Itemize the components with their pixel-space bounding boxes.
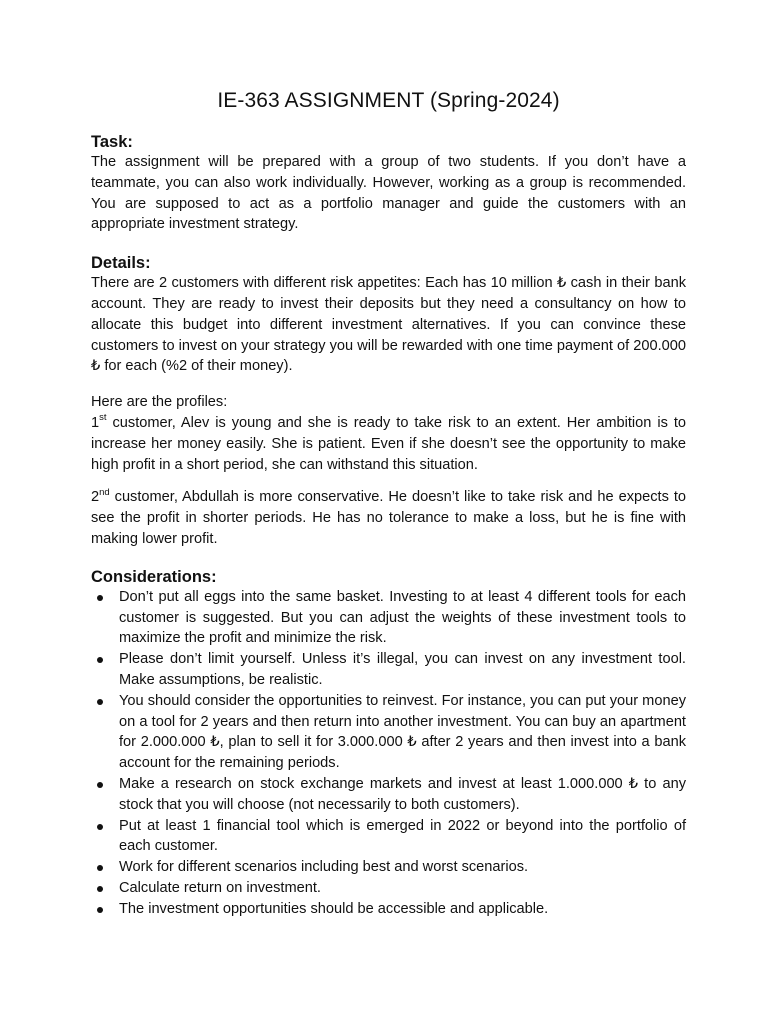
bullet-icon — [97, 595, 103, 601]
list-item — [91, 857, 686, 878]
list-item — [91, 899, 686, 920]
list-item — [91, 878, 686, 899]
considerations-list — [91, 587, 686, 920]
customer-1-text: customer, Alev is young and she is ready to take risk to an extent. Her ambition is to increase her money easily. She is patient. Even if she doesn’t see the opportunity to make high profit in a short period, she can withstand this situation. — [91, 414, 686, 473]
bullet-icon — [97, 824, 103, 830]
list-item — [91, 774, 686, 816]
list-item-text: Please don’t limit yourself. Unless it’s illegal, you can invest on any investment tool. Make assumptions, be realistic. — [119, 651, 686, 688]
details-section — [91, 253, 686, 550]
list-item-text: Put at least 1 financial tool which is emerged in 2022 or beyond into the portfolio of each customer. — [119, 817, 686, 855]
task-section — [91, 132, 686, 235]
task-paragraph: The assignment will be prepared with a group of two students. If you don’t have a teammate, you can also work individually. However, working as a group is recommended. You are supposed to act as a portfolio manager and guide the customers with an appropriate investment strategy. — [91, 154, 686, 233]
list-item-text: You should consider the opportunities to reinvest. For instance, you can put your money on a tool for 2 years and then return into another investment. You can buy an apartment for 2.000.000 ₺, plan to sell it for 3.000.000 ₺ after 2 years and then invest into a bank account for the remaining periods. — [119, 692, 686, 772]
bullet-icon — [97, 782, 103, 788]
list-item-text: The investment opportunities should be accessible and applicable. — [119, 900, 549, 917]
bullet-icon — [97, 699, 103, 705]
list-item — [91, 691, 686, 774]
list-item — [91, 649, 686, 691]
customer-2-profile — [91, 487, 686, 549]
document-title: IE-363 ASSIGNMENT (Spring-2024) — [217, 89, 560, 112]
bullet-icon — [97, 886, 103, 892]
list-item-text: Don’t put all eggs into the same basket. Investing to at least 4 different tools for each customer is suggested. But you can adjust the weights of these investment tools to maximize the profit and minimize the risk. — [119, 588, 686, 647]
profiles-intro: Here are the profiles: — [91, 394, 228, 411]
bullet-icon — [97, 865, 103, 871]
details-heading: Details: — [91, 254, 151, 273]
list-item-text: Work for different scenarios including best and worst scenarios. — [119, 859, 529, 876]
customer-1-profile — [91, 413, 686, 475]
details-paragraph: There are 2 customers with different risk appetites: Each has 10 million ₺ cash in their bank account. They are ready to invest their deposits but they need a consultancy on how to allocate this budget into different investment alternatives. If you can convince these customers to invest on your strategy you will be rewarded with one time payment of 200.000 ₺ for each (%2 of their money). — [91, 275, 686, 375]
task-heading: Task: — [91, 133, 133, 151]
customer-2-text: customer, Abdullah is more conservative. He doesn’t like to take risk and he expects to see the profit in shorter periods. He has no tolerance to make a loss, but he is fine with making lower profit. — [91, 489, 686, 547]
list-item — [91, 816, 686, 858]
customer-1-ordinal-suffix: st — [99, 412, 107, 424]
customer-1-ordinal: 1 — [91, 414, 100, 431]
considerations-heading: Considerations: — [91, 567, 217, 586]
considerations-section — [91, 567, 686, 920]
list-item — [91, 587, 686, 649]
document-page — [91, 88, 686, 920]
customer-2-ordinal-suffix: nd — [99, 486, 110, 498]
bullet-icon — [97, 657, 103, 663]
list-item-text: Make a research on stock exchange markets and invest at least 1.000.000 ₺ to any stock that you will choose (not necessarily to both customers). — [119, 775, 686, 813]
customer-2-ordinal: 2 — [91, 489, 100, 506]
list-item-text: Calculate return on investment. — [119, 879, 321, 896]
bullet-icon — [97, 907, 103, 913]
